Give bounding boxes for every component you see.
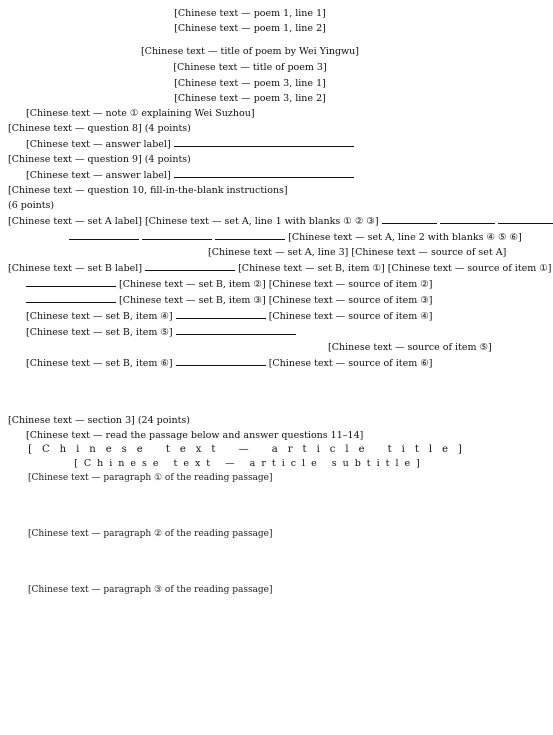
set-b-item-4-text: [Chinese text — set B, item ④] <box>26 311 173 322</box>
set-a-line-1 <box>8 213 492 229</box>
poem1-line1: [Chinese text — poem 1, line 1] <box>174 8 326 19</box>
set-b-item-6-source: [Chinese text — source of item ⑥] <box>268 358 433 369</box>
set-b-item-5 <box>8 324 492 340</box>
fill-blank[interactable] <box>26 276 116 287</box>
set-b-item-2-source: [Chinese text — source of item ②] <box>268 279 433 290</box>
set-a-line-3 <box>8 245 507 260</box>
article-title: [Chinese text — article title] <box>28 444 472 455</box>
fill-blank[interactable] <box>176 308 266 319</box>
fill-blank[interactable] <box>176 355 266 366</box>
fill-blank-6[interactable] <box>215 229 285 240</box>
set-a-source: [Chinese text — source of set A] <box>351 247 507 258</box>
set-b-item-5-source: [Chinese text — source of item ⑤] <box>328 342 492 353</box>
question-10-points: (6 points) <box>8 200 55 211</box>
set-b-label: [Chinese text — set B label] <box>8 263 143 274</box>
fill-blank-2[interactable] <box>440 213 495 224</box>
set-a-line-2-text: [Chinese text — set A, line 2 with blanks ④ ⑤ ⑥] <box>288 232 522 243</box>
poem-note: [Chinese text — note ① explaining Wei Suzhou] <box>26 108 255 119</box>
set-b-item-1-text: [Chinese text — set B, item ①] <box>238 263 385 274</box>
set-b-item-2 <box>8 276 492 292</box>
poem2-title: [Chinese text — title of poem by Wei Yingwu] <box>140 46 360 57</box>
set-b-item-1-source: [Chinese text — source of item ①] <box>387 263 552 274</box>
question-8: [Chinese text — question 8] (4 points) <box>8 123 191 134</box>
set-b-item-3-source: [Chinese text — source of item ③] <box>268 295 433 306</box>
set-b-item-6-text: [Chinese text — set B, item ⑥] <box>26 358 173 369</box>
question-9: [Chinese text — question 9] (4 points) <box>8 154 191 165</box>
question-9-answer-line <box>8 167 492 183</box>
set-a-label: [Chinese text — set A label] <box>8 216 142 227</box>
fill-blank[interactable] <box>176 324 296 335</box>
answer-label: [Chinese text — answer label] <box>26 170 171 181</box>
fill-blank-3[interactable] <box>498 213 553 224</box>
fill-blank-5[interactable] <box>142 229 212 240</box>
set-b-item-2-text: [Chinese text — set B, item ②] <box>119 279 266 290</box>
set-b-item-6 <box>8 355 492 371</box>
fill-blank-1[interactable] <box>382 213 437 224</box>
set-b-item-3 <box>8 292 492 308</box>
article-paragraph-3: [Chinese text — paragraph ③ of the reading passage] <box>28 585 273 595</box>
answer-blank[interactable] <box>174 136 354 147</box>
answer-blank[interactable] <box>174 167 354 178</box>
set-a-line-2 <box>8 229 522 245</box>
article-paragraph-1: [Chinese text — paragraph ① of the reading passage] <box>28 473 273 483</box>
poem3-title: [Chinese text — title of poem 3] <box>173 62 327 73</box>
article-subtitle: [Chinese text — article subtitle] <box>74 458 426 469</box>
answer-label: [Chinese text — answer label] <box>26 139 171 150</box>
article-paragraph-2: [Chinese text — paragraph ② of the reading passage] <box>28 529 273 539</box>
section-3-heading: [Chinese text — section 3] (24 points) <box>8 415 191 426</box>
fill-blank[interactable] <box>145 260 235 271</box>
set-b-item-4 <box>8 308 492 324</box>
fill-blank[interactable] <box>26 292 116 303</box>
question-8-answer-line <box>8 136 492 152</box>
question-10: [Chinese text — question 10, fill-in-the-blank instructions] <box>8 185 288 196</box>
poem3-line2: [Chinese text — poem 3, line 2] <box>174 93 326 104</box>
set-a-line-3-text: [Chinese text — set A, line 3] <box>208 247 349 258</box>
set-b-item-3-text: [Chinese text — set B, item ③] <box>119 295 266 306</box>
set-b-item-1 <box>8 260 552 276</box>
spacer <box>8 371 492 413</box>
fill-blank-4[interactable] <box>69 229 139 240</box>
set-b-item-5-source-line <box>8 340 492 355</box>
poem3-line1: [Chinese text — poem 3, line 1] <box>174 78 326 89</box>
section-3-instructions: [Chinese text — read the passage below and answer questions 11–14] <box>26 430 364 441</box>
poem1-line2: [Chinese text — poem 1, line 2] <box>174 23 326 34</box>
set-b-item-5-text: [Chinese text — set B, item ⑤] <box>26 327 173 338</box>
set-a-line-1-text: [Chinese text — set A, line 1 with blanks ① ② ③] <box>144 216 379 227</box>
spacer <box>8 36 492 44</box>
set-b-item-4-source: [Chinese text — source of item ④] <box>268 311 433 322</box>
